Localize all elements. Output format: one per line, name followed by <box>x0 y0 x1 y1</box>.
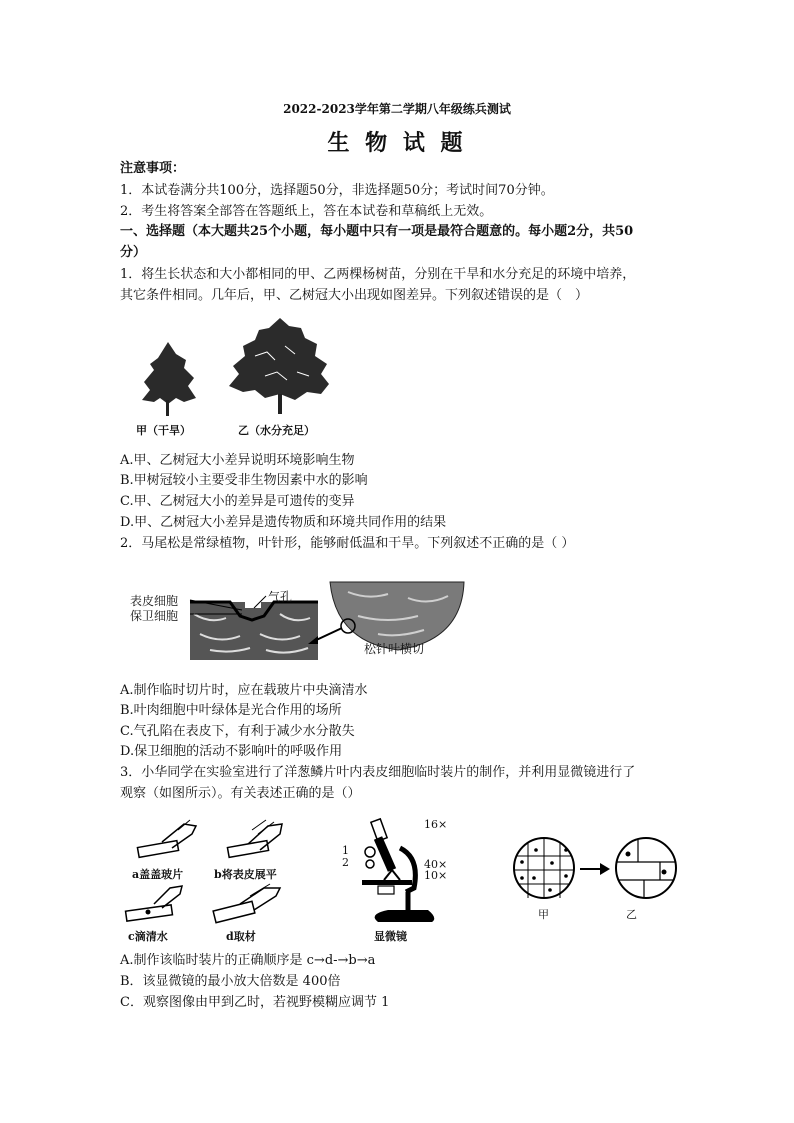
q3-step-b: b将表皮展平 <box>214 868 277 881</box>
q1-tree-small <box>140 340 200 420</box>
q2-option-c: C.气孔陷在表皮下，有利于减少水分散失 <box>120 724 355 739</box>
q2-label-guard: 保卫细胞 <box>130 609 179 623</box>
subject-title: 生 物 试 题 <box>327 130 467 156</box>
notice-item-2: 2．考生将答案全部答在答题纸上，答在本试卷和草稿纸上无效。 <box>120 204 493 219</box>
q3-view-b-label: 乙 <box>626 908 637 921</box>
notice-heading: 注意事项： <box>120 161 186 176</box>
q2-label-epidermis: 表皮细胞 <box>130 594 179 608</box>
q2-label-section: 松针叶横切 <box>364 642 425 656</box>
q3-option-b: B．该显微镜的最小放大倍数是 400倍 <box>120 974 341 989</box>
q1-label-dry: 甲（干旱） <box>136 424 191 437</box>
q2-label-stoma: 气孔 <box>268 590 293 604</box>
q3-step-d-sketch <box>210 884 290 924</box>
q2-option-a: A.制作临时切片时，应在载玻片中央滴清水 <box>120 683 368 698</box>
q1-stem-line2: 其它条件相同。几年后，甲、乙树冠大小出现如图差异。下列叙述错误的是（ ） <box>120 288 589 303</box>
q1-stem-line1: 1．将生长状态和大小都相同的甲、乙两棵杨树苗，分别在干旱和水分充足的环境中培养， <box>120 267 636 282</box>
q1-option-a: A.甲、乙树冠大小差异说明环境影响生物 <box>120 453 355 468</box>
exam-title: 2022-2023学年第二学期八年级练兵测试 <box>283 102 511 116</box>
q3-option-c: C．观察图像由甲到乙时，若视野模糊应调节 1 <box>120 995 390 1010</box>
microscope-label: 显微镜 <box>374 930 407 943</box>
q1-option-c: C.甲、乙树冠大小的差异是可遗传的变异 <box>120 494 355 509</box>
q3-view-b <box>614 836 678 900</box>
q3-step-b-sketch <box>218 820 288 860</box>
notice-item-1: 1．本试卷满分共100分，选择题50分，非选择题50分；考试时间70分钟。 <box>120 183 554 198</box>
q3-step-a: a盖盖玻片 <box>132 868 184 881</box>
q1-tree-large <box>225 316 335 416</box>
q3-stem-line2: 观察（如图所示）。有关表述正确的是（） <box>120 786 361 801</box>
q3-step-d: d取材 <box>226 930 256 943</box>
scope-objective-10-label: 10× <box>424 869 448 882</box>
scope-label-1: 1 <box>342 844 349 857</box>
q2-pointer-lines <box>186 592 266 632</box>
q3-view-a-label: 甲 <box>538 908 549 921</box>
q1-option-b: B.甲树冠较小主要受非生物因素中水的影响 <box>120 473 368 488</box>
q3-stem-line1: 3．小华同学在实验室进行了洋葱鳞片叶内表皮细胞临时装片的制作，并利用显微镜进行了 <box>120 765 636 780</box>
q1-option-d: D.甲、乙树冠大小差异是遗传物质和环境共同作用的结果 <box>120 515 447 530</box>
q2-option-b: B.叶肉细胞中叶绿体是光合作用的场所 <box>120 703 342 718</box>
q3-option-a: A.制作该临时装片的正确顺序是 c→d-→b→a <box>120 953 376 968</box>
q2-arrow-icon <box>306 626 346 646</box>
q3-arrow-icon <box>580 862 610 876</box>
q3-step-a-sketch <box>132 820 202 860</box>
scope-label-2: 2 <box>342 856 349 869</box>
q2-stem: 2．马尾松是常绿植物，叶针形，能够耐低温和干旱。下列叙述不正确的是（ ） <box>120 536 575 551</box>
section-heading-line2: 分） <box>120 245 147 260</box>
q3-step-c-sketch <box>122 884 192 924</box>
q2-option-d: D.保卫细胞的活动不影响叶的呼吸作用 <box>120 744 343 759</box>
q3-step-c: c滴清水 <box>128 930 168 943</box>
section-heading-line1: 一、选择题（本大题共25个小题，每小题中只有一项是最符合题意的。每小题2分，共50 <box>120 224 634 239</box>
scope-eyepiece-label: 16× <box>424 818 448 831</box>
scope-objective-40-label: 40× <box>424 858 448 871</box>
q1-label-wet: 乙（水分充足） <box>238 424 315 437</box>
q3-view-a <box>512 836 576 900</box>
